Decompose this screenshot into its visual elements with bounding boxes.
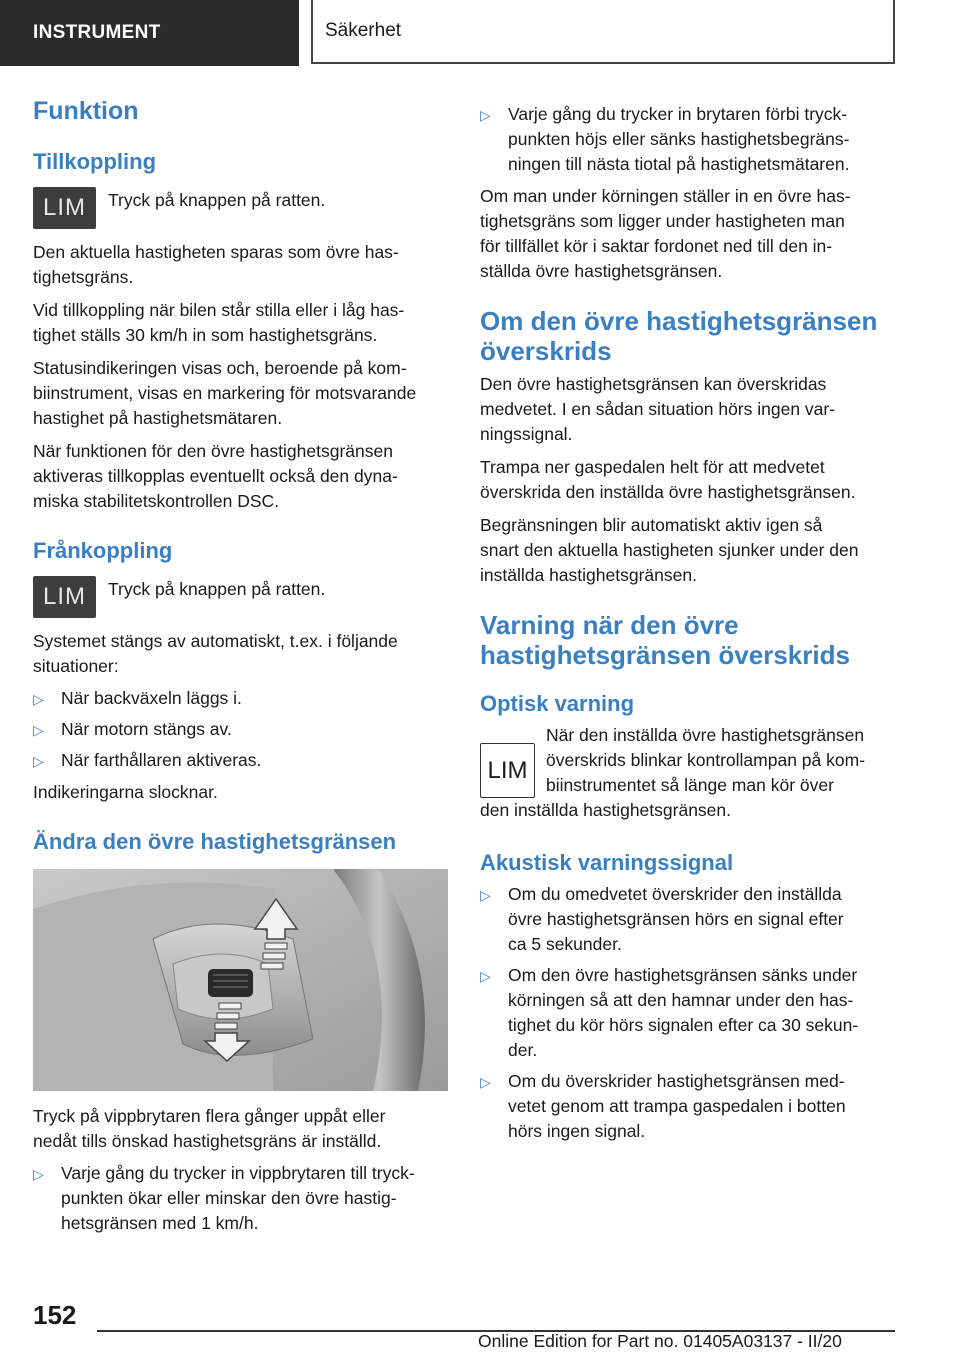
paragraph-exceed-deliberately: Den övre hastighetsgränsen kan överskridas medvetet. I en sådan situation hörs ingen var- ningssignal. bbox=[480, 374, 836, 444]
switch-on-instruction: Tryck på knappen på ratten. bbox=[108, 190, 326, 210]
triangle-bullet-icon: ▷ bbox=[33, 691, 44, 707]
lim-indicator-lamp-icon: LIM bbox=[480, 743, 535, 798]
rocker-list bbox=[33, 1161, 448, 1236]
list-item: ▷ När motorn stängs av. bbox=[33, 717, 448, 742]
heading-change-limit: Ändra den övre hastighetsgränsen bbox=[33, 829, 397, 854]
section-title: INSTRUMENT bbox=[33, 22, 161, 43]
page-number: 152 bbox=[33, 1300, 77, 1330]
heading-limit-exceeded: Om den övre hastighetsgränsen överskrids bbox=[480, 306, 878, 366]
paragraph-reactivation: Begränsningen blir automatiskt aktiv igen så snart den aktuella hastigheten sjunker under den inställda hastighetsgränsen. bbox=[480, 515, 859, 585]
heading-optical-warning: Optisk varning bbox=[480, 691, 635, 716]
paragraph-saved-speed: Den aktuella hastigheten sparas som övre has- tighetsgräns. bbox=[33, 242, 399, 287]
triangle-bullet-icon: ▷ bbox=[480, 1074, 491, 1090]
optical-warning-block bbox=[480, 723, 895, 823]
heading-switch-on: Tillkoppling bbox=[33, 149, 157, 174]
paragraph-status-indicator: Statusindikeringen visas och, beroende på kom- biinstrument, visas en markering för motsvarande hastighet på hastighetsmätaren. bbox=[33, 358, 417, 428]
lim-on-row bbox=[33, 187, 448, 229]
switch-off-instruction: Tryck på knappen på ratten. bbox=[108, 579, 326, 599]
list-item: ▷ När backväxeln läggs i. bbox=[33, 686, 448, 711]
section-tab bbox=[0, 0, 299, 66]
heading-acoustic-warning: Akustisk varningssignal bbox=[480, 850, 734, 875]
paragraph-indicators-off: Indikeringarna slocknar. bbox=[33, 782, 218, 802]
triangle-bullet-icon: ▷ bbox=[33, 1166, 44, 1182]
triangle-bullet-icon: ▷ bbox=[33, 722, 44, 738]
left-column bbox=[33, 96, 448, 1236]
triangle-bullet-icon: ▷ bbox=[480, 107, 491, 123]
acoustic-list bbox=[480, 882, 895, 1144]
chapter-title: Säkerhet bbox=[325, 20, 402, 41]
paragraph-kickdown: Trampa ner gaspedalen helt för att medvetet överskrida den inställda övre hastighetsgränsen. bbox=[480, 457, 856, 502]
lim-button-icon: LIM bbox=[33, 576, 96, 618]
edition-note: Online Edition for Part no. 01405A03137 - II/20 bbox=[478, 1331, 842, 1351]
list-item: ▷ Om du överskrider hastighetsgränsen med- vetet genom att trampa gaspedalen i botten hörs ingen signal. bbox=[480, 1071, 846, 1141]
paragraph-slow-down: Om man under körningen ställer in en övre has- tighetsgräns som ligger under hastigheten man för tillfället kör i saktar fordonet ned till den in- ställda övre hastighetsgränsen. bbox=[480, 186, 851, 281]
list-item: ▷ När farthållaren aktiveras. bbox=[33, 748, 448, 773]
list-item: ▷ Varje gång du trycker in brytaren förbi tryck- punkten höjs eller sänks hastighetsbegräns- ningen till nästa tiotal på hastighetsmätaren. bbox=[480, 104, 850, 174]
triangle-bullet-icon: ▷ bbox=[33, 753, 44, 769]
auto-off-list bbox=[33, 686, 448, 773]
paragraph-rocker-switch: Tryck på vippbrytaren flera gånger uppåt eller nedåt tills önskad hastighetsgräns är inställd. bbox=[33, 1106, 386, 1151]
list-item: ▷ Om du omedvetet överskrider den inställda övre hastighetsgränsen hörs en signal efter ca 5 sekunder. bbox=[480, 884, 844, 954]
heading-switch-off: Frånkoppling bbox=[33, 538, 173, 563]
lim-off-row bbox=[33, 576, 448, 618]
chapter-tab bbox=[311, 0, 895, 64]
paragraph-dsc: När funktionen för den övre hastighetsgränsen aktiveras tillkopplas eventuellt också den dyna- miska stabilitetskontrollen DSC. bbox=[33, 441, 398, 511]
paragraph-optical-warning: När den inställda övre hastighetsgränsen överskrids blinkar kontrollampan på kom- biinstrumentet så länge man kör över bbox=[546, 725, 866, 795]
right-column bbox=[480, 102, 895, 1144]
steering-wheel-rocker-image bbox=[33, 869, 448, 1091]
triangle-bullet-icon: ▷ bbox=[480, 887, 491, 903]
paragraph-auto-off: Systemet stängs av automatiskt, t.ex. i följande situationer: bbox=[33, 631, 398, 676]
page-header bbox=[0, 0, 960, 66]
lim-button-icon: LIM bbox=[33, 187, 96, 229]
paragraph-optical-warning-end: den inställda hastighetsgränsen. bbox=[480, 800, 732, 820]
tens-step-list bbox=[480, 102, 895, 177]
heading-function: Funktion bbox=[33, 97, 139, 125]
heading-warning: Varning när den övre hastighetsgränsen överskrids bbox=[480, 610, 850, 670]
list-item: ▷ Om den övre hastighetsgränsen sänks under körningen så att den hamnar under den has- tighet du kör hörs signalen efter ca 30 sekun- der. bbox=[480, 965, 859, 1060]
paragraph-standstill: Vid tillkoppling när bilen står stilla eller i låg has- tighet ställs 30 km/h in som hastighetsgräns. bbox=[33, 300, 405, 345]
list-item: ▷ Varje gång du trycker in vippbrytaren till tryck- punkten ökar eller minskar den övre hastig- hetsgränsen med 1 km/h. bbox=[33, 1163, 415, 1233]
triangle-bullet-icon: ▷ bbox=[480, 968, 491, 984]
